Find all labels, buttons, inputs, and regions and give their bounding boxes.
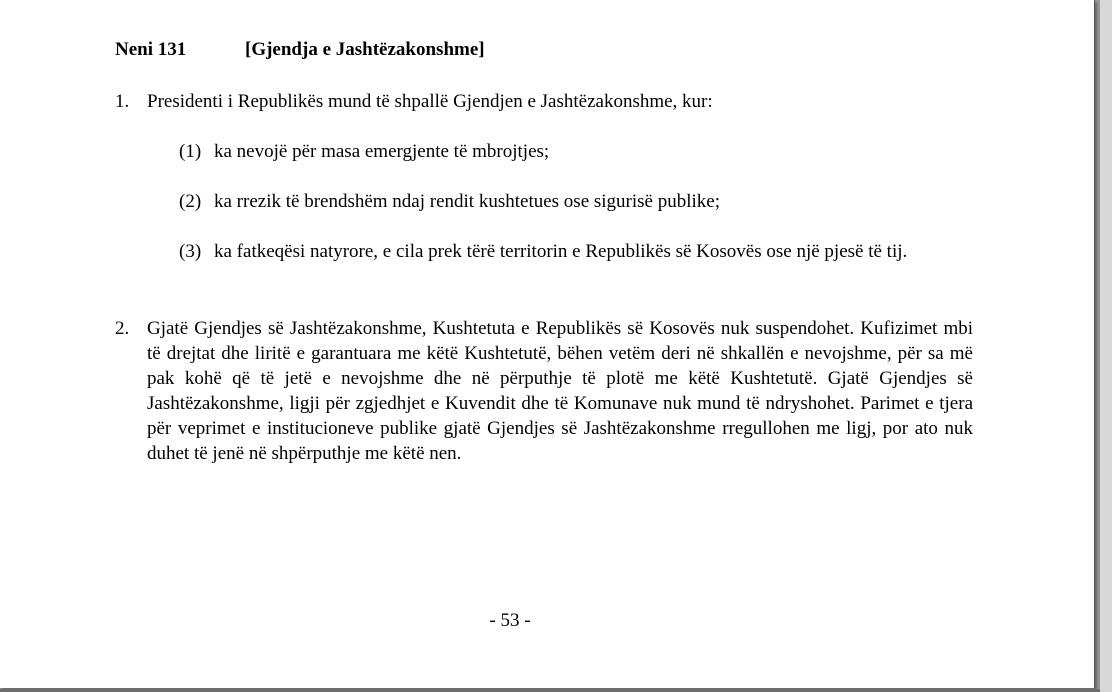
list-item-1-number: (1) bbox=[179, 141, 202, 162]
paragraph-1-text: Presidenti i Republikës mund të shpallë Gjendjen e Jashtëzakonshme, kur: bbox=[147, 91, 713, 112]
paragraph-2-text: Gjatë Gjendjes së Jashtëzakonshme, Kushtetuta e Republikës së Kosovës nuk suspendohet. Kufizimet mbi të drejtat dhe liritë e garantuara me këtë Kushtetutë, bëhen vetëm deri në shkallën e nevojshme, për sa më pak kohë që të jetë e nevojshme dhe në përputhje të plotë me këtë Kushtetutë. Gjatë Gjendjes së Jashtëzakonshme, ligji për zgjedhjet e Kuvendit dhe të Komunave nuk mund të ndryshohet. Parimet e tjera për veprimet e institucioneve publike gjatë Gjendjes së Jashtëzakonshme rregullohen me ligj, por ato nuk duhet të jenë në shpërputhje me këtë nen. bbox=[147, 318, 973, 464]
paragraph-2-number: 2. bbox=[115, 318, 130, 339]
list-item-3-text: ka fatkeqësi natyrore, e cila prek tërë territorin e Republikës së Kosovës ose një pjesë të tij. bbox=[214, 241, 908, 262]
list-item-3-number: (3) bbox=[179, 241, 202, 262]
article-heading bbox=[115, 38, 485, 62]
page-number: - 53 - bbox=[489, 610, 531, 631]
list-item-1-text: ka nevojë për masa emergjente të mbrojtjes; bbox=[214, 141, 550, 162]
list-item-2-number: (2) bbox=[179, 191, 202, 212]
paragraph-1-number: 1. bbox=[115, 91, 130, 112]
article-title: [Gjendja e Jashtëzakonshme] bbox=[245, 39, 485, 60]
list-item-2-text: ka rrezik të brendshëm ndaj rendit kushtetues ose sigurisë publike; bbox=[214, 191, 721, 212]
article-number: Neni 131 bbox=[115, 39, 187, 60]
vertical-scrollbar[interactable] bbox=[1100, 0, 1112, 692]
